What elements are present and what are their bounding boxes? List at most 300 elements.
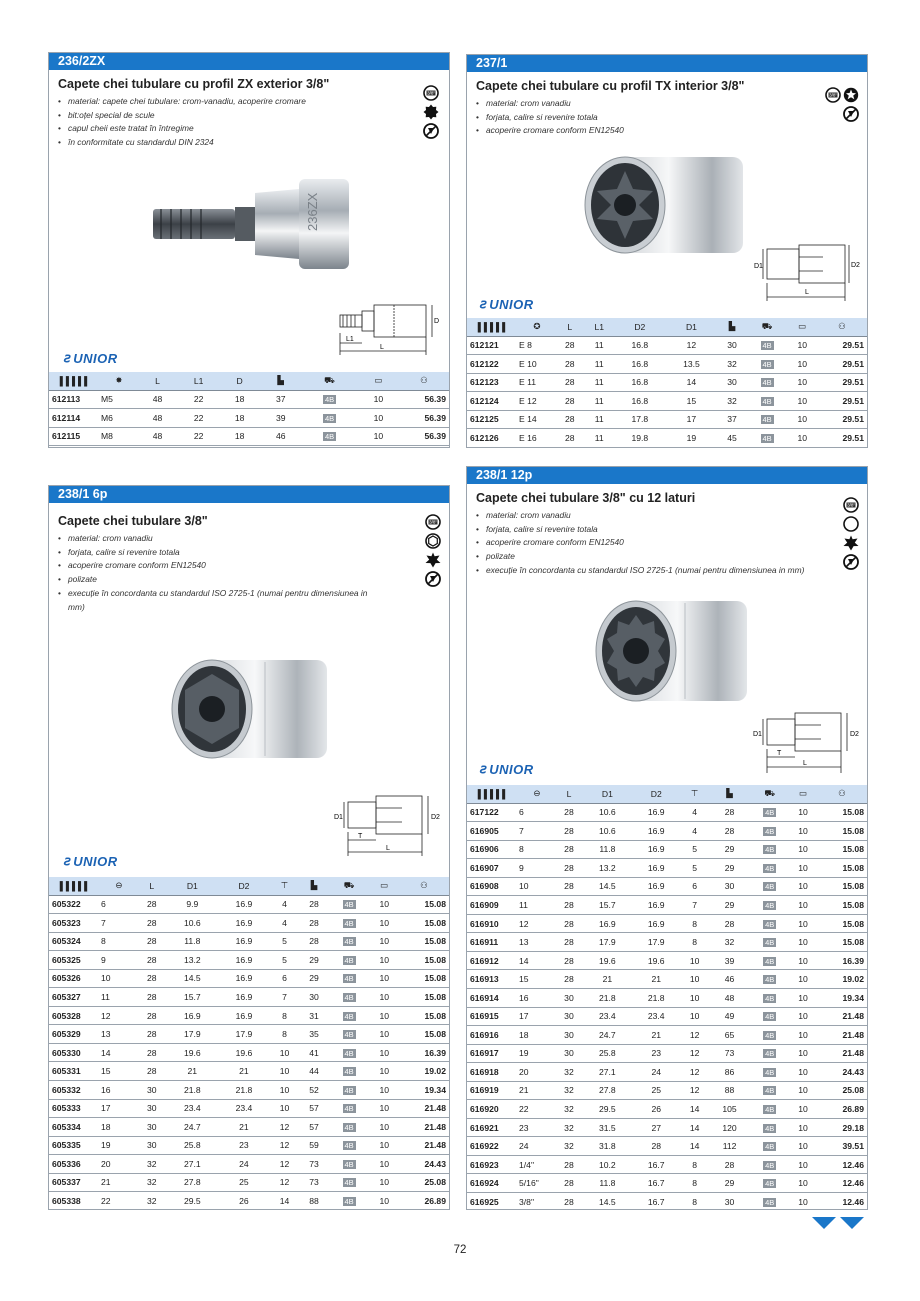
size-cell: 1/4"	[519, 1155, 555, 1174]
price-cell: 19.34	[817, 988, 867, 1007]
table-cell: 10	[681, 970, 709, 989]
size-cell: 14	[101, 1043, 137, 1062]
table-cell: 16.7	[632, 1192, 681, 1210]
package-badge: 4B	[765, 938, 775, 948]
price-cell: 15.08	[399, 988, 449, 1007]
bullet: • acoperire cromare conform EN12540	[476, 124, 858, 138]
page-number: 72	[453, 1244, 467, 1256]
table-cell: 28	[555, 822, 583, 841]
size-cell: 7	[101, 914, 137, 933]
price-cell: 15.08	[817, 877, 867, 896]
feature-icons	[825, 87, 859, 122]
col-packaging-icon: ⛟	[329, 877, 370, 895]
price-cell: 15.08	[399, 914, 449, 933]
table-cell: 28	[555, 896, 583, 915]
table-cell: 10	[789, 1081, 817, 1100]
size-cell: 3/8"	[519, 1192, 555, 1210]
table-cell: 11	[585, 392, 615, 411]
bullet: • material: crom vanadiu	[476, 97, 858, 111]
dim-t: T	[777, 750, 782, 757]
size-cell: 21	[519, 1081, 555, 1100]
table-row	[49, 895, 449, 914]
table-cell: 73	[299, 1155, 329, 1174]
article-code: 605326	[49, 969, 101, 988]
size-cell: 11	[101, 988, 137, 1007]
table-cell: 39	[709, 951, 751, 970]
table-cell: 32	[709, 933, 751, 952]
svg-text:236ZX: 236ZX	[305, 192, 320, 231]
table-cell	[750, 1155, 789, 1174]
table-cell	[329, 951, 370, 970]
table-cell: 16.9	[583, 914, 632, 933]
price-cell: 15.08	[817, 840, 867, 859]
table-cell	[329, 1155, 370, 1174]
package-badge: 4B	[765, 1105, 775, 1115]
table-cell	[750, 914, 789, 933]
table-cell: 22	[178, 427, 219, 446]
table-cell: 15	[666, 392, 718, 411]
article-code: 616921	[467, 1118, 519, 1137]
package-badge: 4B	[765, 1086, 775, 1096]
table-cell: 26	[218, 1192, 270, 1210]
dim-d1: D1	[334, 814, 343, 821]
package-badge: 4B	[344, 1141, 354, 1151]
table-cell: 25	[632, 1081, 681, 1100]
price-cell: 29.51	[817, 355, 867, 374]
table-cell: 39	[260, 409, 301, 428]
table-row	[49, 409, 449, 428]
size-cell: 12	[519, 914, 555, 933]
bullet: • polizate	[58, 573, 440, 587]
table-cell: 57	[299, 1099, 329, 1118]
table-cell: 10.6	[167, 914, 219, 933]
table-row	[467, 1081, 867, 1100]
table-cell: 16.8	[614, 336, 666, 355]
table-cell	[750, 1174, 789, 1193]
table-cell: 10	[789, 988, 817, 1007]
table-row	[49, 1080, 449, 1099]
package-badge: 4B	[344, 918, 354, 928]
table-cell	[329, 1062, 370, 1081]
table-cell: 8	[681, 1174, 709, 1193]
bullet: • acoperire cromare conform EN12540	[58, 559, 440, 573]
col-header: L1	[178, 372, 219, 390]
size-cell: 22	[519, 1100, 555, 1119]
col-depth-icon: ⊤	[270, 877, 300, 895]
table-cell: 10	[789, 1100, 817, 1119]
table-row	[467, 336, 867, 355]
article-code: 605330	[49, 1043, 101, 1062]
panel-238-1-6p	[48, 485, 450, 1210]
bullet: • execuție în concordanta cu standardul ISO 2725-1 (numai pentru dimensiunea in mm)	[476, 564, 806, 578]
table-cell: 10	[789, 840, 817, 859]
table-cell: 31	[299, 1006, 329, 1025]
table-cell: 17.8	[614, 410, 666, 429]
price-cell: 29.18	[817, 1118, 867, 1137]
size-cell: 16	[101, 1080, 137, 1099]
table-cell	[747, 392, 788, 411]
table-cell: 4	[270, 914, 300, 933]
table-cell: 16.9	[632, 877, 681, 896]
size-cell: 10	[101, 969, 137, 988]
article-code: 605324	[49, 932, 101, 951]
col-quantity-icon: ▭	[358, 372, 399, 390]
table-cell: 32	[137, 1192, 167, 1210]
table-cell: 10	[681, 951, 709, 970]
price-cell: 15.08	[817, 896, 867, 915]
size-cell: E 8	[519, 336, 555, 355]
table-cell: 10	[789, 914, 817, 933]
unior-logo-text: UNIOR	[73, 350, 118, 366]
bullet: • material: crom vanadiu	[58, 532, 440, 546]
table-cell: 30	[299, 988, 329, 1007]
package-badge: 4B	[324, 432, 335, 442]
table-cell: 10	[789, 803, 817, 822]
table-cell: 10	[369, 988, 399, 1007]
table-cell: 21	[167, 1062, 219, 1081]
price-cell: 25.08	[817, 1081, 867, 1100]
table-row	[49, 1099, 449, 1118]
table-cell: 28	[709, 803, 751, 822]
table-cell: 28	[632, 1137, 681, 1156]
table-cell: 21	[218, 1118, 270, 1137]
table-cell	[747, 410, 788, 429]
table-cell	[329, 988, 370, 1007]
price-cell: 15.08	[817, 914, 867, 933]
col-size-icon: ⊖	[101, 877, 137, 895]
price-cell: 24.43	[399, 1155, 449, 1174]
next-page-arrows-icon[interactable]	[812, 1216, 868, 1230]
table-cell: 30	[709, 877, 751, 896]
size-cell: 10	[519, 877, 555, 896]
table-cell: 14	[681, 1137, 709, 1156]
price-cell: 21.48	[817, 1044, 867, 1063]
table-cell: 10	[358, 409, 399, 428]
table-cell: 10	[369, 1192, 399, 1210]
table-cell: 28	[555, 373, 585, 392]
table-cell	[329, 1025, 370, 1044]
gear-profile-icon	[425, 552, 441, 568]
table-cell: 49	[709, 1007, 751, 1026]
table-cell: 7	[270, 988, 300, 1007]
article-code: 616919	[467, 1081, 519, 1100]
no-impact-icon	[423, 123, 439, 139]
table-cell: 5	[681, 859, 709, 878]
table-cell: 28	[555, 803, 583, 822]
unior-logo	[479, 761, 534, 777]
table-cell: 28	[555, 336, 585, 355]
size-cell: E 12	[519, 392, 555, 411]
table-cell: 28	[137, 895, 167, 914]
price-cell: 29.51	[817, 336, 867, 355]
table-cell: 21.8	[167, 1080, 219, 1099]
table-cell: 18	[219, 409, 260, 428]
table-cell	[329, 1192, 370, 1210]
unior-logo-text: UNIOR	[73, 853, 118, 869]
price-cell: 21.48	[817, 1026, 867, 1045]
table-cell: 12	[270, 1136, 300, 1155]
table-cell: 14.5	[583, 1192, 632, 1210]
table-row	[467, 877, 867, 896]
table-cell: 10	[681, 988, 709, 1007]
col-barcode-icon: ▌▌▌▌▌	[49, 372, 101, 390]
table-cell: 10	[369, 1080, 399, 1099]
table-row	[49, 932, 449, 951]
drive-size-icon	[825, 87, 841, 103]
package-badge: 4B	[765, 1123, 775, 1133]
table-cell: 27.1	[583, 1063, 632, 1082]
col-price-icon: ⚇	[399, 372, 449, 390]
table-cell: 13.2	[167, 951, 219, 970]
article-code: 616924	[467, 1174, 519, 1193]
table-cell	[329, 1173, 370, 1192]
price-cell: 56.39	[399, 390, 449, 409]
gear-profile-icon	[843, 535, 859, 551]
table-row	[467, 1100, 867, 1119]
dim-d2: D2	[851, 262, 860, 269]
bullet: • capul cheii este tratat în întregime	[58, 122, 440, 136]
size-cell: 17	[101, 1099, 137, 1118]
table-cell	[750, 933, 789, 952]
package-badge: 4B	[765, 1142, 775, 1152]
package-badge: 4B	[765, 919, 775, 929]
table-cell: 48	[137, 427, 178, 446]
table-cell: 10	[787, 373, 817, 392]
price-cell: 21.48	[399, 1099, 449, 1118]
package-badge: 4B	[765, 845, 775, 855]
unior-logo-mark: ꙅ	[479, 296, 487, 311]
table-cell: 19.6	[583, 951, 632, 970]
package-badge: 4B	[344, 1067, 354, 1077]
size-cell: 9	[101, 951, 137, 970]
drive-size-icon	[425, 514, 441, 530]
table-cell: 30	[137, 1118, 167, 1137]
price-cell: 29.51	[817, 410, 867, 429]
table-cell: 28	[709, 822, 751, 841]
table-row	[467, 1155, 867, 1174]
table-cell: 29	[299, 951, 329, 970]
table-cell: 10	[369, 1043, 399, 1062]
table-cell: 17.9	[218, 1025, 270, 1044]
table-cell: 32	[137, 1173, 167, 1192]
table-cell: 10	[789, 1118, 817, 1137]
table-cell: 14	[681, 1118, 709, 1137]
table-row	[467, 1007, 867, 1026]
table-cell: 16.9	[632, 822, 681, 841]
table-cell: 10	[270, 1099, 300, 1118]
table-cell	[329, 969, 370, 988]
panel-238-1-12p	[466, 466, 868, 1210]
table-cell: 73	[299, 1173, 329, 1192]
panel-title: Capete chei tubulare 3/8"	[58, 514, 208, 528]
size-cell: M8	[101, 427, 137, 446]
table-cell: 29.5	[583, 1100, 632, 1119]
price-cell: 29.51	[817, 373, 867, 392]
size-cell: 12	[101, 1006, 137, 1025]
table-cell: 28	[709, 914, 751, 933]
table-row	[467, 822, 867, 841]
table-cell: 28	[555, 1192, 583, 1210]
table-cell: 28	[555, 933, 583, 952]
table-cell: 11	[585, 373, 615, 392]
article-code: 605325	[49, 951, 101, 970]
panel-code: 236/2ZX	[49, 53, 449, 70]
bullet: • în conformitate cu standardul DIN 2324	[58, 136, 440, 150]
table-cell: 12	[666, 336, 718, 355]
table-cell: 23.4	[167, 1099, 219, 1118]
size-cell: 15	[519, 970, 555, 989]
panel-236-2zx	[48, 52, 450, 448]
table-cell: 29	[709, 840, 751, 859]
table-cell: 21	[632, 1026, 681, 1045]
table-row	[49, 1006, 449, 1025]
table-cell: 28	[137, 988, 167, 1007]
table-cell: 8	[681, 1192, 709, 1210]
package-badge: 4B	[765, 1179, 775, 1189]
table-row	[49, 1118, 449, 1137]
svg-text:3/8": 3/8"	[429, 519, 437, 525]
svg-text:3/8": 3/8"	[847, 502, 855, 508]
table-cell: 4	[681, 803, 709, 822]
table-row	[467, 988, 867, 1007]
table-cell: 21	[632, 970, 681, 989]
price-cell: 25.08	[399, 1173, 449, 1192]
table-cell: 28	[555, 355, 585, 374]
col-header: D1	[583, 785, 632, 803]
col-size-icon: ⊖	[519, 785, 555, 803]
table-row	[49, 914, 449, 933]
package-badge: 4B	[344, 1178, 354, 1188]
table-cell: 28	[137, 932, 167, 951]
table-cell: 28	[709, 1155, 751, 1174]
price-cell: 15.08	[399, 1006, 449, 1025]
col-header: L	[137, 877, 167, 895]
table-cell	[750, 970, 789, 989]
table-cell: 14	[666, 373, 718, 392]
article-code: 605322	[49, 895, 101, 914]
table-cell: 32	[555, 1118, 583, 1137]
article-code: 612124	[467, 392, 519, 411]
table-cell	[750, 1007, 789, 1026]
no-impact-icon	[843, 554, 859, 570]
table-cell: 10	[369, 1062, 399, 1081]
table-cell: 28	[555, 1174, 583, 1193]
table-cell: 25.8	[167, 1136, 219, 1155]
package-badge: 4B	[344, 1104, 354, 1114]
table-cell: 28	[299, 895, 329, 914]
table-cell: 13.2	[583, 859, 632, 878]
unior-logo	[63, 853, 118, 869]
article-code: 616917	[467, 1044, 519, 1063]
table-cell: 29	[709, 1174, 751, 1193]
table-cell: 16.9	[218, 914, 270, 933]
table-cell: 10	[369, 1173, 399, 1192]
article-code: 612125	[467, 410, 519, 429]
col-depth-icon: ⊤	[681, 785, 709, 803]
table-cell: 57	[299, 1118, 329, 1137]
table-cell: 35	[299, 1025, 329, 1044]
package-badge: 4B	[762, 359, 772, 369]
article-code: 612113	[49, 390, 101, 409]
table-cell: 12	[681, 1026, 709, 1045]
dimension-drawing-tx	[753, 243, 865, 305]
dim-l: L	[805, 289, 809, 296]
table-row	[49, 427, 449, 446]
col-profile-icon: ✪	[519, 318, 555, 336]
table-cell: 11.8	[583, 840, 632, 859]
table-cell: 10	[789, 970, 817, 989]
table-cell	[750, 859, 789, 878]
svg-text:3/8": 3/8"	[829, 92, 837, 98]
dim-t: T	[358, 833, 363, 840]
table-cell: 31.5	[583, 1118, 632, 1137]
package-badge: 4B	[765, 1197, 775, 1207]
table-cell: 9.9	[167, 895, 219, 914]
article-code: 605333	[49, 1099, 101, 1118]
table-cell	[750, 988, 789, 1007]
package-badge: 4B	[765, 808, 775, 818]
article-code: 616925	[467, 1192, 519, 1210]
table-cell: 27.8	[583, 1081, 632, 1100]
table-cell: 25	[218, 1173, 270, 1192]
table-cell: 10	[270, 1062, 300, 1081]
panel-title: Capete chei tubulare cu profil ZX exterior 3/8"	[58, 77, 330, 91]
article-code: 605332	[49, 1080, 101, 1099]
table-cell: 27.8	[167, 1173, 219, 1192]
table-row	[49, 1192, 449, 1210]
table-row	[467, 970, 867, 989]
article-code: 616913	[467, 970, 519, 989]
table-cell: 19.6	[632, 951, 681, 970]
size-cell: 18	[519, 1026, 555, 1045]
article-code: 616907	[467, 859, 519, 878]
table-row	[467, 1063, 867, 1082]
table-cell: 10	[789, 896, 817, 915]
table-cell: 29.5	[167, 1192, 219, 1210]
table-cell: 25.8	[583, 1044, 632, 1063]
product-photo-zx-bit-socket	[149, 171, 349, 276]
table-cell: 18	[219, 427, 260, 446]
table-cell: 32	[137, 1155, 167, 1174]
table-cell: 16.8	[614, 355, 666, 374]
col-profile-icon: ✸	[101, 372, 137, 390]
size-cell: 13	[519, 933, 555, 952]
table-cell: 17.9	[167, 1025, 219, 1044]
article-code: 616906	[467, 840, 519, 859]
table-cell: 32	[717, 355, 747, 374]
table-cell: 28	[555, 970, 583, 989]
table-cell: 46	[709, 970, 751, 989]
table-cell: 16.8	[614, 373, 666, 392]
table-cell: 30	[555, 988, 583, 1007]
table-cell: 10	[369, 895, 399, 914]
table-cell: 10	[787, 429, 817, 448]
table-row	[467, 803, 867, 822]
table-cell: 12	[681, 1044, 709, 1063]
table-cell: 16.9	[218, 895, 270, 914]
table-cell: 23	[218, 1136, 270, 1155]
article-code: 616908	[467, 877, 519, 896]
table-cell: 45	[717, 429, 747, 448]
package-badge: 4B	[765, 863, 775, 873]
table-cell: 13.5	[666, 355, 718, 374]
table-cell: 10	[789, 1026, 817, 1045]
table-cell: 48	[709, 988, 751, 1007]
bullet: • forjata, calire si revenire totala	[476, 111, 858, 125]
table-cell: 73	[709, 1044, 751, 1063]
table-cell	[329, 932, 370, 951]
panel-code: 238/1 6p	[49, 486, 449, 503]
